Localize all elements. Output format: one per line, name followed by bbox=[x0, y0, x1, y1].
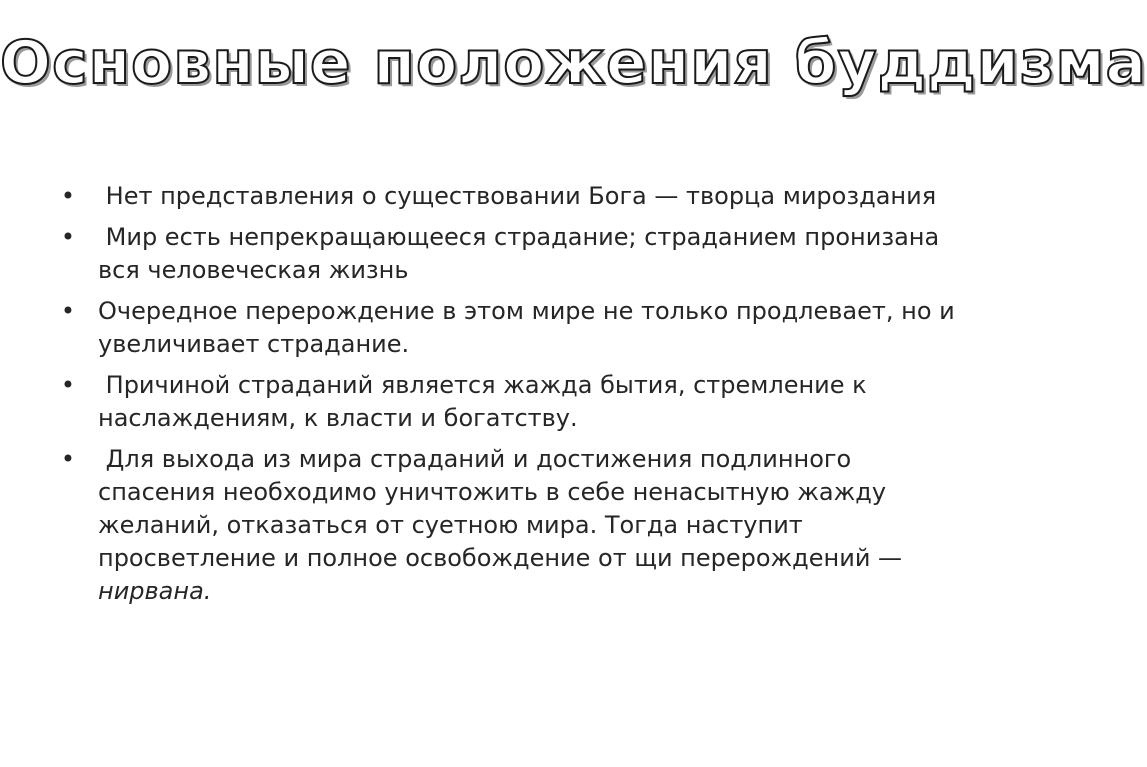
bullet-text: Очередное перерождение в этом мире не только продлевает, но и увеличивает страдание. bbox=[98, 297, 963, 358]
bullet-dot-icon: • bbox=[60, 371, 76, 399]
slide-title: Основные положения буддизма bbox=[0, 28, 1147, 98]
bullet-dot-icon: • bbox=[60, 445, 76, 473]
bullet-emphasis-term: нирвана. bbox=[98, 577, 212, 605]
bullet-dot-icon: • bbox=[60, 297, 76, 325]
bullet-item-3 bbox=[58, 295, 963, 361]
bullet-item-4 bbox=[58, 369, 958, 435]
bullet-item-1 bbox=[58, 180, 958, 213]
bullet-text: Причиной страданий является жажда бытия, стремление к наслаждениям, к власти и богатству. bbox=[98, 371, 875, 432]
bullet-dot-icon: • bbox=[60, 223, 76, 251]
bullet-text: Для выхода из мира страданий и достижения подлинного спасения необходимо уничтожить в себе ненасытную жажду желаний, отказаться от суетною мира. Тогда наступит просветление и полное освобождение от щи перерождений — bbox=[98, 445, 910, 572]
bullet-item-2 bbox=[58, 221, 958, 287]
bullet-dot-icon: • bbox=[60, 182, 76, 210]
bullet-item-5 bbox=[58, 443, 958, 608]
bullet-text: Мир есть непрекращающееся страдание; страданием пронизана вся человеческая жизнь bbox=[98, 223, 947, 284]
bullet-list bbox=[58, 180, 963, 616]
bullet-text: Нет представления о существовании Бога — творца мироздания bbox=[98, 182, 937, 210]
